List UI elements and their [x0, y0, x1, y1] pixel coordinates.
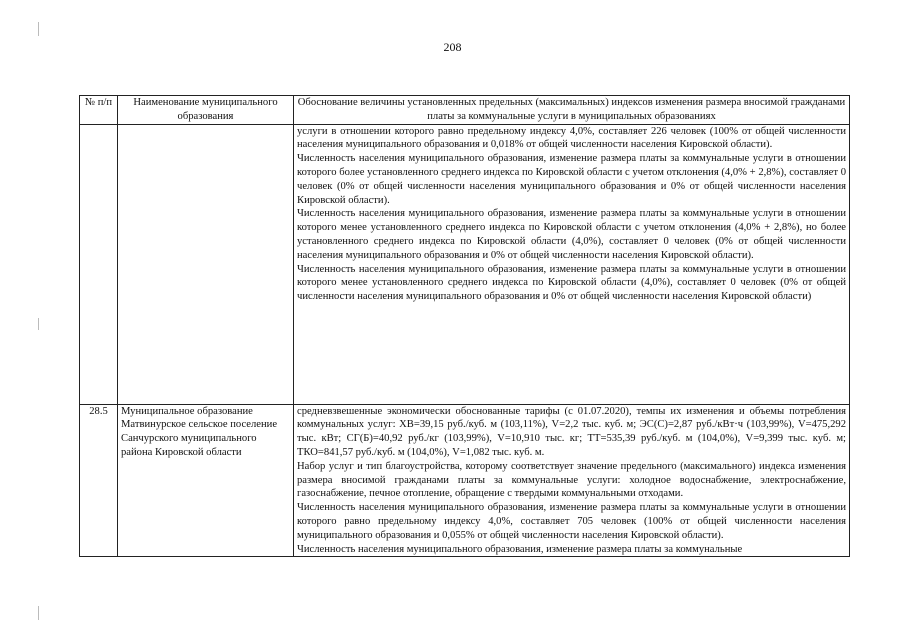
justification-paragraph: Набор услуг и тип благоустройства, которому соответствует значение предельного (максимального) индекса изменения размера вносимой гражданами платы за коммунальные услуги: холодное водоснабжение, электроснабжение, газоснабжение, печное отопление, обращение с твердыми коммунальными отходами. — [297, 460, 846, 500]
justification-paragraph: Численность населения муниципального образования, изменение размера платы за коммунальные — [297, 543, 743, 555]
scan-mark-top — [38, 22, 39, 36]
justification-paragraph: Численность населения муниципального образования, изменение размера платы за коммунальные услуги в отношении которого менее установленного среднего индекса по Кировской области (4,0%), составляет 0 человек (0% от общей численности населения муниципального образования и 0% от общей численности населения Кировской области) — [297, 263, 846, 303]
justification-paragraph: Численность населения муниципального образования, изменение размера платы за коммунальные услуги в отношении которого равно предельному индексу 4,0%, составляет 705 человек (100% от общей численности населения муниципального образования и 0,055% от общей численности населения Кировской области). — [297, 502, 846, 541]
justification-paragraph: услуги в отношении которого равно предельному индексу 4,0%, составляет 226 человек (100% от общей численности населения муниципального образования и 0,018% от общей численности населения Кировской области). — [297, 125, 846, 151]
row-justification — [294, 124, 850, 404]
table-row — [80, 124, 850, 404]
table-row — [80, 404, 850, 557]
tariff-justification-table — [79, 95, 850, 557]
header-number: № п/п — [80, 96, 118, 125]
row-municipality: Муниципальное образование Матвинурское сельское поселение Санчурского муниципального района Кировской области — [118, 404, 294, 557]
row-number: 28.5 — [80, 404, 118, 557]
scan-mark-middle — [38, 318, 39, 330]
page-number: 208 — [443, 40, 462, 54]
justification-paragraph: Численность населения муниципального образования, изменение размера платы за коммунальные услуги в отношении которого менее установленного среднего индекса по Кировской области с учетом отклонения (4,0% + 2,8%), но более установленного среднего индекса по Кировской области (4,0%), составляет 0 человек (0% от общей численности населения муниципального образования и 0% от общей численности населения Кировской области). — [297, 208, 846, 261]
scan-mark-bottom — [38, 606, 39, 620]
justification-paragraph: Численность населения муниципального образования, изменение размера платы за коммунальные услуги в отношении которого более установленного среднего индекса по Кировской области с учетом отклонения (4,0% + 2,8%), составляет 0 человек (0% от общей численности населения муниципального образования и 0% от общей численности населения Кировской области). — [297, 153, 846, 206]
row-municipality — [118, 124, 294, 404]
justification-paragraph: средневзвешенные экономически обоснованные тарифы (с 01.07.2020), темпы их изменения и объемы потребления коммунальных услуг: ХВ=39,15 руб./куб. м (103,11%), V=2,2 тыс. куб. м; ЭС(С)=2,87 руб./кВт·ч (103,99%), V=475,292 тыс. кВт; СГ(Б)=40,92 руб./кг (103,99%), V=10,910 тыс. кг; ТТ=535,39 руб./куб. м (104,0%), V=9,399 тыс. куб. м; ТКО=841,57 руб./куб. м (104,0%), V=1,082 тыс. куб. м. — [297, 405, 846, 458]
row-justification — [294, 404, 850, 557]
row-number — [80, 124, 118, 404]
header-municipality: Наименование муниципального образования — [118, 96, 294, 125]
table-header-row — [80, 96, 850, 125]
header-justification: Обоснование величины установленных предельных (максимальных) индексов изменения размера вносимой гражданами платы за коммунальные услуги в муниципальных образованиях — [294, 96, 850, 125]
